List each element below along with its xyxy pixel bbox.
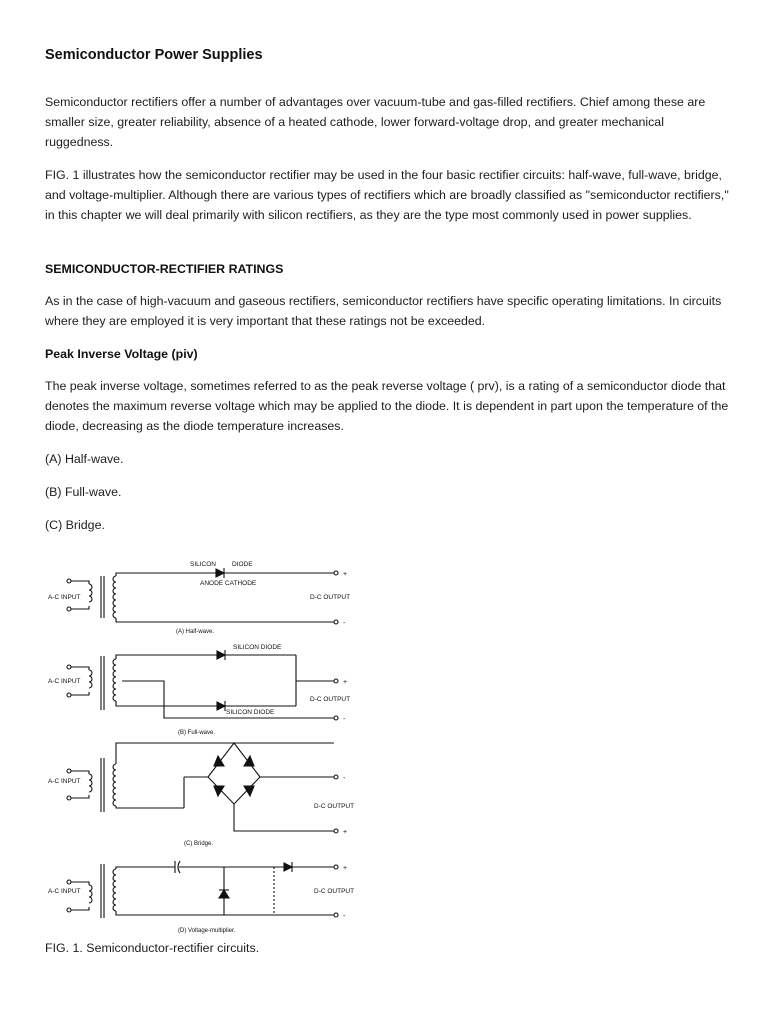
diode-label: DIODE [232,561,253,568]
figure-intro-paragraph: FIG. 1 illustrates how the semiconductor rectifier may be used in the four basic rectifier circuits: half-wave, full-wave, bridge, and voltage-multiplier. Although there are various types of rectifiers which are broadly classified as "semiconductor rectifiers," in this chapter we will deal primarily with silicon rectifiers, as they are the type most commonly used in power supplies. [45,168,729,222]
ratings-heading: SEMICONDUCTOR-RECTIFIER RATINGS [45,262,284,276]
full-wave-labels [48,644,350,736]
intro-paragraph: Semiconductor rectifiers offer a number of advantages over vacuum-tube and gas-filled rectifiers. Chief among these are smaller size, greater reliability, absence of a heated cathode, lower forward-voltage drop, and greater mechanical ruggedness. [45,95,706,149]
rectifier-circuits-figure [34,546,366,938]
voltage-multiplier-labels [48,865,354,934]
minus-terminal-b: - [343,716,346,723]
dc-output-label-a: D-C OUTPUT [310,594,351,601]
document-title: Semiconductor Power Supplies [45,47,263,63]
ac-input-label-a: A-C INPUT [48,594,81,601]
silicon-diode-label-upper: SILICON DIODE [233,644,282,651]
caption-full-wave: (B) Full-wave. [178,730,216,736]
plus-terminal-a: + [343,571,348,578]
minus-terminal-d: - [343,913,346,920]
minus-terminal-c: - [343,775,346,782]
piv-paragraph: The peak inverse voltage, sometimes referred to as the peak reverse voltage ( prv), is a rating of a semiconductor diode that denotes the maximum reverse voltage which may be applied to the diode. It is dependent in part upon the temperature of the diode, decreasing as the diode temperature increases. [45,379,729,433]
bridge-circuit [67,743,338,833]
full-wave-circuit [67,650,338,720]
half-wave-circuit [67,568,338,624]
piv-heading: Peak Inverse Voltage (piv) [45,347,198,361]
plus-terminal-b: + [343,679,348,686]
list-item-full-wave: (B) Full-wave. [45,485,122,499]
schematic-drawing [34,546,366,938]
ac-input-label-c: A-C INPUT [48,778,81,785]
list-item-bridge: (C) Bridge. [45,518,105,532]
ac-input-label-d: A-C INPUT [48,888,81,895]
dc-output-label-b: D-C OUTPUT [310,696,351,703]
bridge-labels [48,775,354,847]
caption-half-wave: (A) Half-wave. [176,629,215,635]
dc-output-label-c: D-C OUTPUT [314,803,355,810]
figure-caption: FIG. 1. Semiconductor-rectifier circuits. [45,941,260,955]
voltage-multiplier-circuit [67,861,338,918]
half-wave-labels [48,561,350,635]
plus-terminal-c: + [343,829,348,836]
dc-output-label-d: D-C OUTPUT [314,888,355,895]
plus-terminal-d: + [343,865,348,872]
ratings-paragraph: As in the case of high-vacuum and gaseous rectifiers, semiconductor rectifiers have specific operating limitations. In circuits where they are employed it is very important that these ratings not be exceeded. [45,294,722,328]
silicon-label: SILICON [190,561,217,568]
ac-input-label-b: A-C INPUT [48,678,81,685]
list-item-half-wave: (A) Half-wave. [45,452,124,466]
minus-terminal-a: - [343,620,346,627]
caption-voltage-multiplier: (D) Voltage-multiplier. [178,928,236,934]
anode-cathode-label: ANODE CATHODE [200,580,257,587]
silicon-diode-label-lower: SILICON DIODE [226,709,275,716]
caption-bridge: (C) Bridge. [184,841,214,847]
